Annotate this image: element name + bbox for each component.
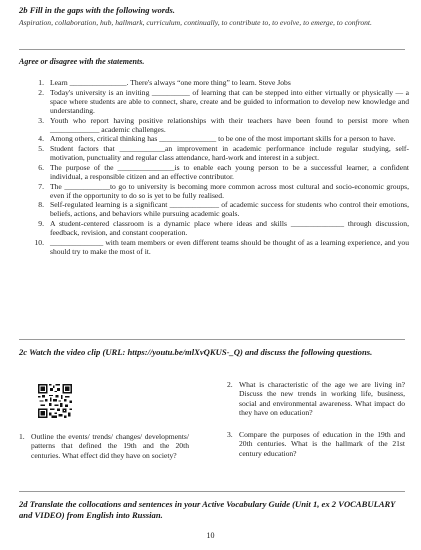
item-text: Youth who report having positive relationships with their teachers have been found to persist more when _____________ academic challenges. [50, 115, 409, 134]
item-number: 7. [38, 181, 44, 191]
list-item [19, 88, 409, 115]
section-2d-heading: 2d Translate the collocations and sentences in your Active Vocabulary Guide (Unit 1, ex 2 VOCABULARY and VIDEO) from English into Russian. [19, 499, 396, 520]
agree-heading: Agree or disagree with the statements. [19, 57, 145, 66]
question-number: 1. [19, 432, 25, 441]
list-item [19, 200, 409, 218]
list-item [19, 144, 409, 162]
item-number: 2. [38, 87, 44, 97]
section-2c-heading: 2c Watch the video clip (URL: https://youtu.be/mlXvQKUS-_Q) and discuss the following questions. [19, 347, 373, 357]
item-text: Learn _______________. There's always “one more thing” to learn. Steve Jobs [50, 78, 291, 87]
item-text: A student-centered classroom is a dynamic place where ideas and skills ______________ through discussion, feedback, revision, and constant cooperation. [50, 219, 409, 238]
question-2 [227, 380, 405, 418]
section-2b-heading: 2b Fill in the gaps with the following words. [19, 5, 175, 15]
word-list: Aspiration, collaboration, hub, hallmark, curriculum, continually, to contribute to, to evolve, to emerge, to confront. [19, 18, 372, 27]
divider [19, 491, 405, 492]
list-item [19, 219, 409, 237]
item-number: 6. [38, 162, 44, 172]
item-number: 4. [38, 134, 44, 144]
item-number: 1. [38, 78, 44, 87]
question-3 [227, 430, 405, 458]
question-1 [19, 432, 189, 460]
list-item [19, 238, 409, 256]
item-number: 9. [38, 219, 44, 229]
item-text: Student factors that ____________an improvement in academic performance include regular studying, self-motivation, punctuality and regular class attendance, hard-work and interest in a subject. [50, 144, 409, 163]
item-number: 8. [38, 200, 44, 210]
item-text: The purpose of the _______________is to enable each young person to be a successful learner, a confident individual, a responsible citizen and an effective contributor. [50, 162, 409, 181]
divider [19, 339, 405, 340]
question-text: Compare the purposes of education in the 19th and 20th centuries. What is the hallmark of the 21st century education? [239, 430, 405, 458]
item-text: ______________ with team members or even different teams should be thought of as a learning experience, and you should try to make the most of it. [50, 237, 409, 257]
list-item [19, 116, 409, 134]
item-text: Among others, critical thinking has _______________ to be one of the most important skills for a person to have. [50, 134, 396, 144]
list-item [19, 134, 409, 143]
list-item [19, 163, 409, 181]
item-number: 5. [38, 144, 44, 154]
question-text: What is characteristic of the age we are living in? Discuss the new trends in working life, business, social and environmental awareness. What impact do they have on education? [239, 380, 405, 418]
item-number: 10. [34, 237, 44, 247]
question-number: 2. [227, 380, 233, 389]
item-text: Today's university is an inviting __________ of learning that can be stepped into either virtually or physically — a space where students are able to connect, share, create and be guided to information to develop new knowledge and understanding. [50, 87, 409, 115]
statement-list [19, 78, 409, 257]
question-number: 3. [227, 430, 233, 439]
list-item [19, 182, 409, 200]
divider [19, 49, 405, 50]
item-text: Self-regulated learning is a significant _____________ of academic success for students who control their emotions, beliefs, actions, and behaviors while pursuing academic goals. [50, 200, 409, 219]
item-text: The ____________to go to university is becoming more common across most cultural and socio-economic groups, even if the opportunity to do so is yet to be fully realised. [50, 181, 409, 200]
qr-code-icon[interactable] [38, 384, 72, 418]
page-number: 10 [206, 531, 215, 540]
question-text: Outline the events/ trends/ changes/ developments/ patterns that defined the 19th and the 20th centuries. What effect did they have on society? [31, 432, 189, 460]
item-number: 3. [38, 115, 44, 125]
list-item [19, 78, 409, 87]
